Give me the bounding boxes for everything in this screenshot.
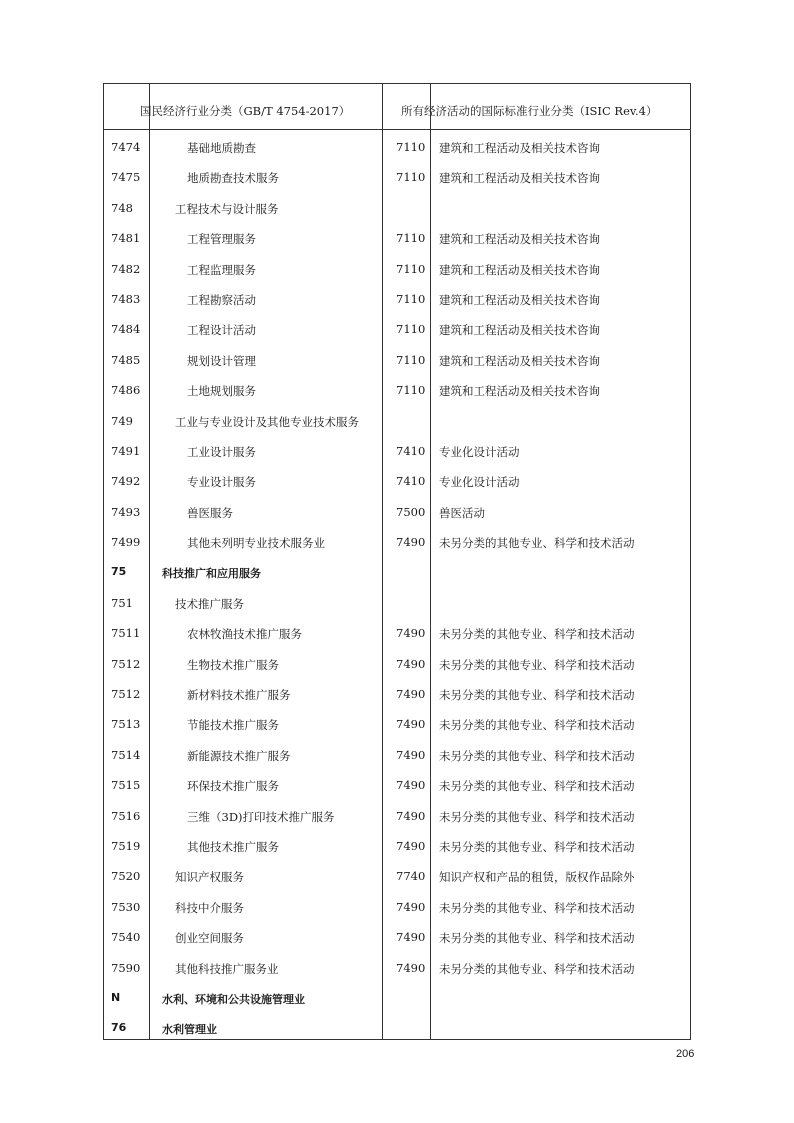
row-isic-name: 建筑和工程活动及相关技术咨询 <box>439 323 600 338</box>
row-code: 7520 <box>111 869 141 884</box>
table-row <box>104 557 690 587</box>
row-code: 7493 <box>111 504 141 519</box>
row-isic-code: 7490 <box>396 930 426 945</box>
row-isic-name: 未另分类的其他专业、科学和技术活动 <box>439 748 635 763</box>
table-row <box>104 497 690 527</box>
table-row <box>104 892 690 922</box>
row-name: 工程设计活动 <box>187 323 256 338</box>
table-row <box>104 983 690 1013</box>
row-name: 水利、环境和公共设施管理业 <box>162 992 305 1006</box>
row-name: 三维（3D)打印技术推广服务 <box>187 809 335 824</box>
row-isic-name: 未另分类的其他专业、科学和技术活动 <box>439 688 635 703</box>
row-isic-name: 未另分类的其他专业、科学和技术活动 <box>439 779 635 794</box>
row-isic-name: 建筑和工程活动及相关技术咨询 <box>439 171 600 186</box>
row-isic-code: 7110 <box>396 322 426 337</box>
row-isic-name: 建筑和工程活动及相关技术咨询 <box>439 262 600 277</box>
row-isic-name: 建筑和工程活动及相关技术咨询 <box>439 292 600 307</box>
row-code: N <box>111 990 121 1004</box>
row-isic-name: 知识产权和产品的租赁，版权作品除外 <box>439 870 635 885</box>
row-code: 7590 <box>111 960 141 975</box>
row-isic-code: 7110 <box>396 231 426 246</box>
row-isic-code: 7110 <box>396 261 426 276</box>
table-row <box>104 740 690 770</box>
table-row <box>104 953 690 983</box>
table-row <box>104 162 690 192</box>
row-code: 7482 <box>111 261 141 276</box>
row-isic-name: 未另分类的其他专业、科学和技术活动 <box>439 809 635 824</box>
row-code: 7540 <box>111 930 141 945</box>
row-isic-name: 未另分类的其他专业、科学和技术活动 <box>439 536 635 551</box>
row-isic-code: 7490 <box>396 535 426 550</box>
row-name: 其他科技推广服务业 <box>175 961 279 976</box>
row-name: 其他未列明专业技术服务业 <box>187 536 325 551</box>
row-name: 新材料技术推广服务 <box>187 688 291 703</box>
row-code: 7515 <box>111 778 141 793</box>
row-code: 7514 <box>111 747 141 762</box>
row-code: 751 <box>111 595 133 610</box>
row-code: 7512 <box>111 656 141 671</box>
row-isic-code: 7490 <box>396 838 426 853</box>
table-row <box>104 284 690 314</box>
row-isic-name: 专业化设计活动 <box>439 444 520 459</box>
table-body <box>104 132 690 1044</box>
row-name: 知识产权服务 <box>175 870 244 885</box>
row-code: 748 <box>111 200 133 215</box>
table-row <box>104 345 690 375</box>
row-name: 其他技术推广服务 <box>187 839 279 854</box>
row-isic-name: 建筑和工程活动及相关技术咨询 <box>439 232 600 247</box>
page-number: 206 <box>676 1048 695 1060</box>
header-right: 所有经济活动的国际标准行业分类（ISIC Rev.4） <box>401 104 658 118</box>
row-name: 工程技术与设计服务 <box>175 201 279 216</box>
row-name: 地质勘查技术服务 <box>187 171 279 186</box>
row-name: 工程勘察活动 <box>187 292 256 307</box>
row-code: 7516 <box>111 808 141 823</box>
row-isic-code: 7490 <box>396 626 426 641</box>
table-row <box>104 314 690 344</box>
row-isic-code: 7490 <box>396 687 426 702</box>
table-row <box>104 406 690 436</box>
row-code: 7485 <box>111 352 141 367</box>
table-row <box>104 649 690 679</box>
row-code: 7492 <box>111 474 141 489</box>
row-name: 规划设计管理 <box>187 353 256 368</box>
row-name: 工业设计服务 <box>187 444 256 459</box>
row-name: 水利管理业 <box>162 1023 217 1037</box>
table-row <box>104 770 690 800</box>
row-code: 7481 <box>111 231 141 246</box>
table-row <box>104 436 690 466</box>
table-row <box>104 375 690 405</box>
table-row <box>104 1013 690 1043</box>
row-code: 7491 <box>111 443 141 458</box>
row-name: 工程管理服务 <box>187 232 256 247</box>
table-row <box>104 709 690 739</box>
row-name: 科技中介服务 <box>175 900 244 915</box>
row-name: 土地规划服务 <box>187 384 256 399</box>
row-isic-name: 未另分类的其他专业、科学和技术活动 <box>439 718 635 733</box>
table-row <box>104 831 690 861</box>
row-isic-name: 未另分类的其他专业、科学和技术活动 <box>439 839 635 854</box>
row-isic-name: 建筑和工程活动及相关技术咨询 <box>439 353 600 368</box>
row-name: 创业空间服务 <box>175 931 244 946</box>
row-isic-name: 未另分类的其他专业、科学和技术活动 <box>439 961 635 976</box>
classification-table <box>103 83 691 1040</box>
row-code: 7474 <box>111 140 141 154</box>
row-code: 7530 <box>111 899 141 914</box>
row-isic-code: 7740 <box>396 869 426 884</box>
row-name: 生物技术推广服务 <box>187 657 279 672</box>
row-isic-name: 未另分类的其他专业、科学和技术活动 <box>439 657 635 672</box>
row-name: 基础地质勘查 <box>187 141 256 155</box>
table-header <box>104 84 690 130</box>
table-row <box>104 618 690 648</box>
table-row <box>104 193 690 223</box>
row-code: 7475 <box>111 170 141 185</box>
row-isic-code: 7410 <box>396 443 426 458</box>
row-name: 技术推广服务 <box>175 596 244 611</box>
row-isic-code: 7490 <box>396 747 426 762</box>
table-row <box>104 922 690 952</box>
table-row <box>104 254 690 284</box>
table-row <box>104 132 690 162</box>
row-code: 7483 <box>111 291 141 306</box>
row-name: 农林牧渔技术推广服务 <box>187 627 302 642</box>
row-name: 环保技术推广服务 <box>187 779 279 794</box>
row-isic-code: 7500 <box>396 504 426 519</box>
row-name: 兽医服务 <box>187 505 233 520</box>
row-isic-name: 未另分类的其他专业、科学和技术活动 <box>439 931 635 946</box>
row-code: 76 <box>111 1021 127 1035</box>
row-isic-name: 未另分类的其他专业、科学和技术活动 <box>439 627 635 642</box>
row-name: 工业与专业设计及其他专业技术服务 <box>175 414 359 429</box>
row-isic-code: 7490 <box>396 656 426 671</box>
row-isic-code: 7490 <box>396 960 426 975</box>
row-name: 工程监理服务 <box>187 262 256 277</box>
row-name: 专业设计服务 <box>187 475 256 490</box>
row-isic-code: 7490 <box>396 899 426 914</box>
table-row <box>104 223 690 253</box>
row-isic-name: 兽医活动 <box>439 505 485 520</box>
table-row <box>104 801 690 831</box>
row-code: 7486 <box>111 383 141 398</box>
row-isic-code: 7110 <box>396 352 426 367</box>
row-isic-code: 7490 <box>396 717 426 732</box>
row-code: 75 <box>111 565 127 579</box>
row-isic-name: 建筑和工程活动及相关技术咨询 <box>439 141 600 155</box>
row-isic-code: 7490 <box>396 778 426 793</box>
row-code: 7512 <box>111 687 141 702</box>
row-isic-name: 未另分类的其他专业、科学和技术活动 <box>439 900 635 915</box>
table-row <box>104 679 690 709</box>
row-isic-code: 7410 <box>396 474 426 489</box>
header-left: 国民经济行业分类（GB/T 4754-2017） <box>140 104 351 118</box>
row-isic-code: 7110 <box>396 170 426 185</box>
row-name: 科技推广和应用服务 <box>162 567 261 581</box>
row-code: 7519 <box>111 838 141 853</box>
row-name: 节能技术推广服务 <box>187 718 279 733</box>
row-isic-code: 7110 <box>396 140 426 154</box>
row-code: 7484 <box>111 322 141 337</box>
table-row <box>104 466 690 496</box>
table-row <box>104 861 690 891</box>
row-isic-name: 建筑和工程活动及相关技术咨询 <box>439 384 600 399</box>
table-row <box>104 588 690 618</box>
row-code: 749 <box>111 413 133 428</box>
row-isic-code: 7110 <box>396 291 426 306</box>
table-row <box>104 527 690 557</box>
row-code: 7499 <box>111 535 141 550</box>
row-code: 7513 <box>111 717 141 732</box>
row-name: 新能源技术推广服务 <box>187 748 291 763</box>
row-code: 7511 <box>111 626 141 641</box>
row-isic-name: 专业化设计活动 <box>439 475 520 490</box>
row-isic-code: 7490 <box>396 808 426 823</box>
row-isic-code: 7110 <box>396 383 426 398</box>
